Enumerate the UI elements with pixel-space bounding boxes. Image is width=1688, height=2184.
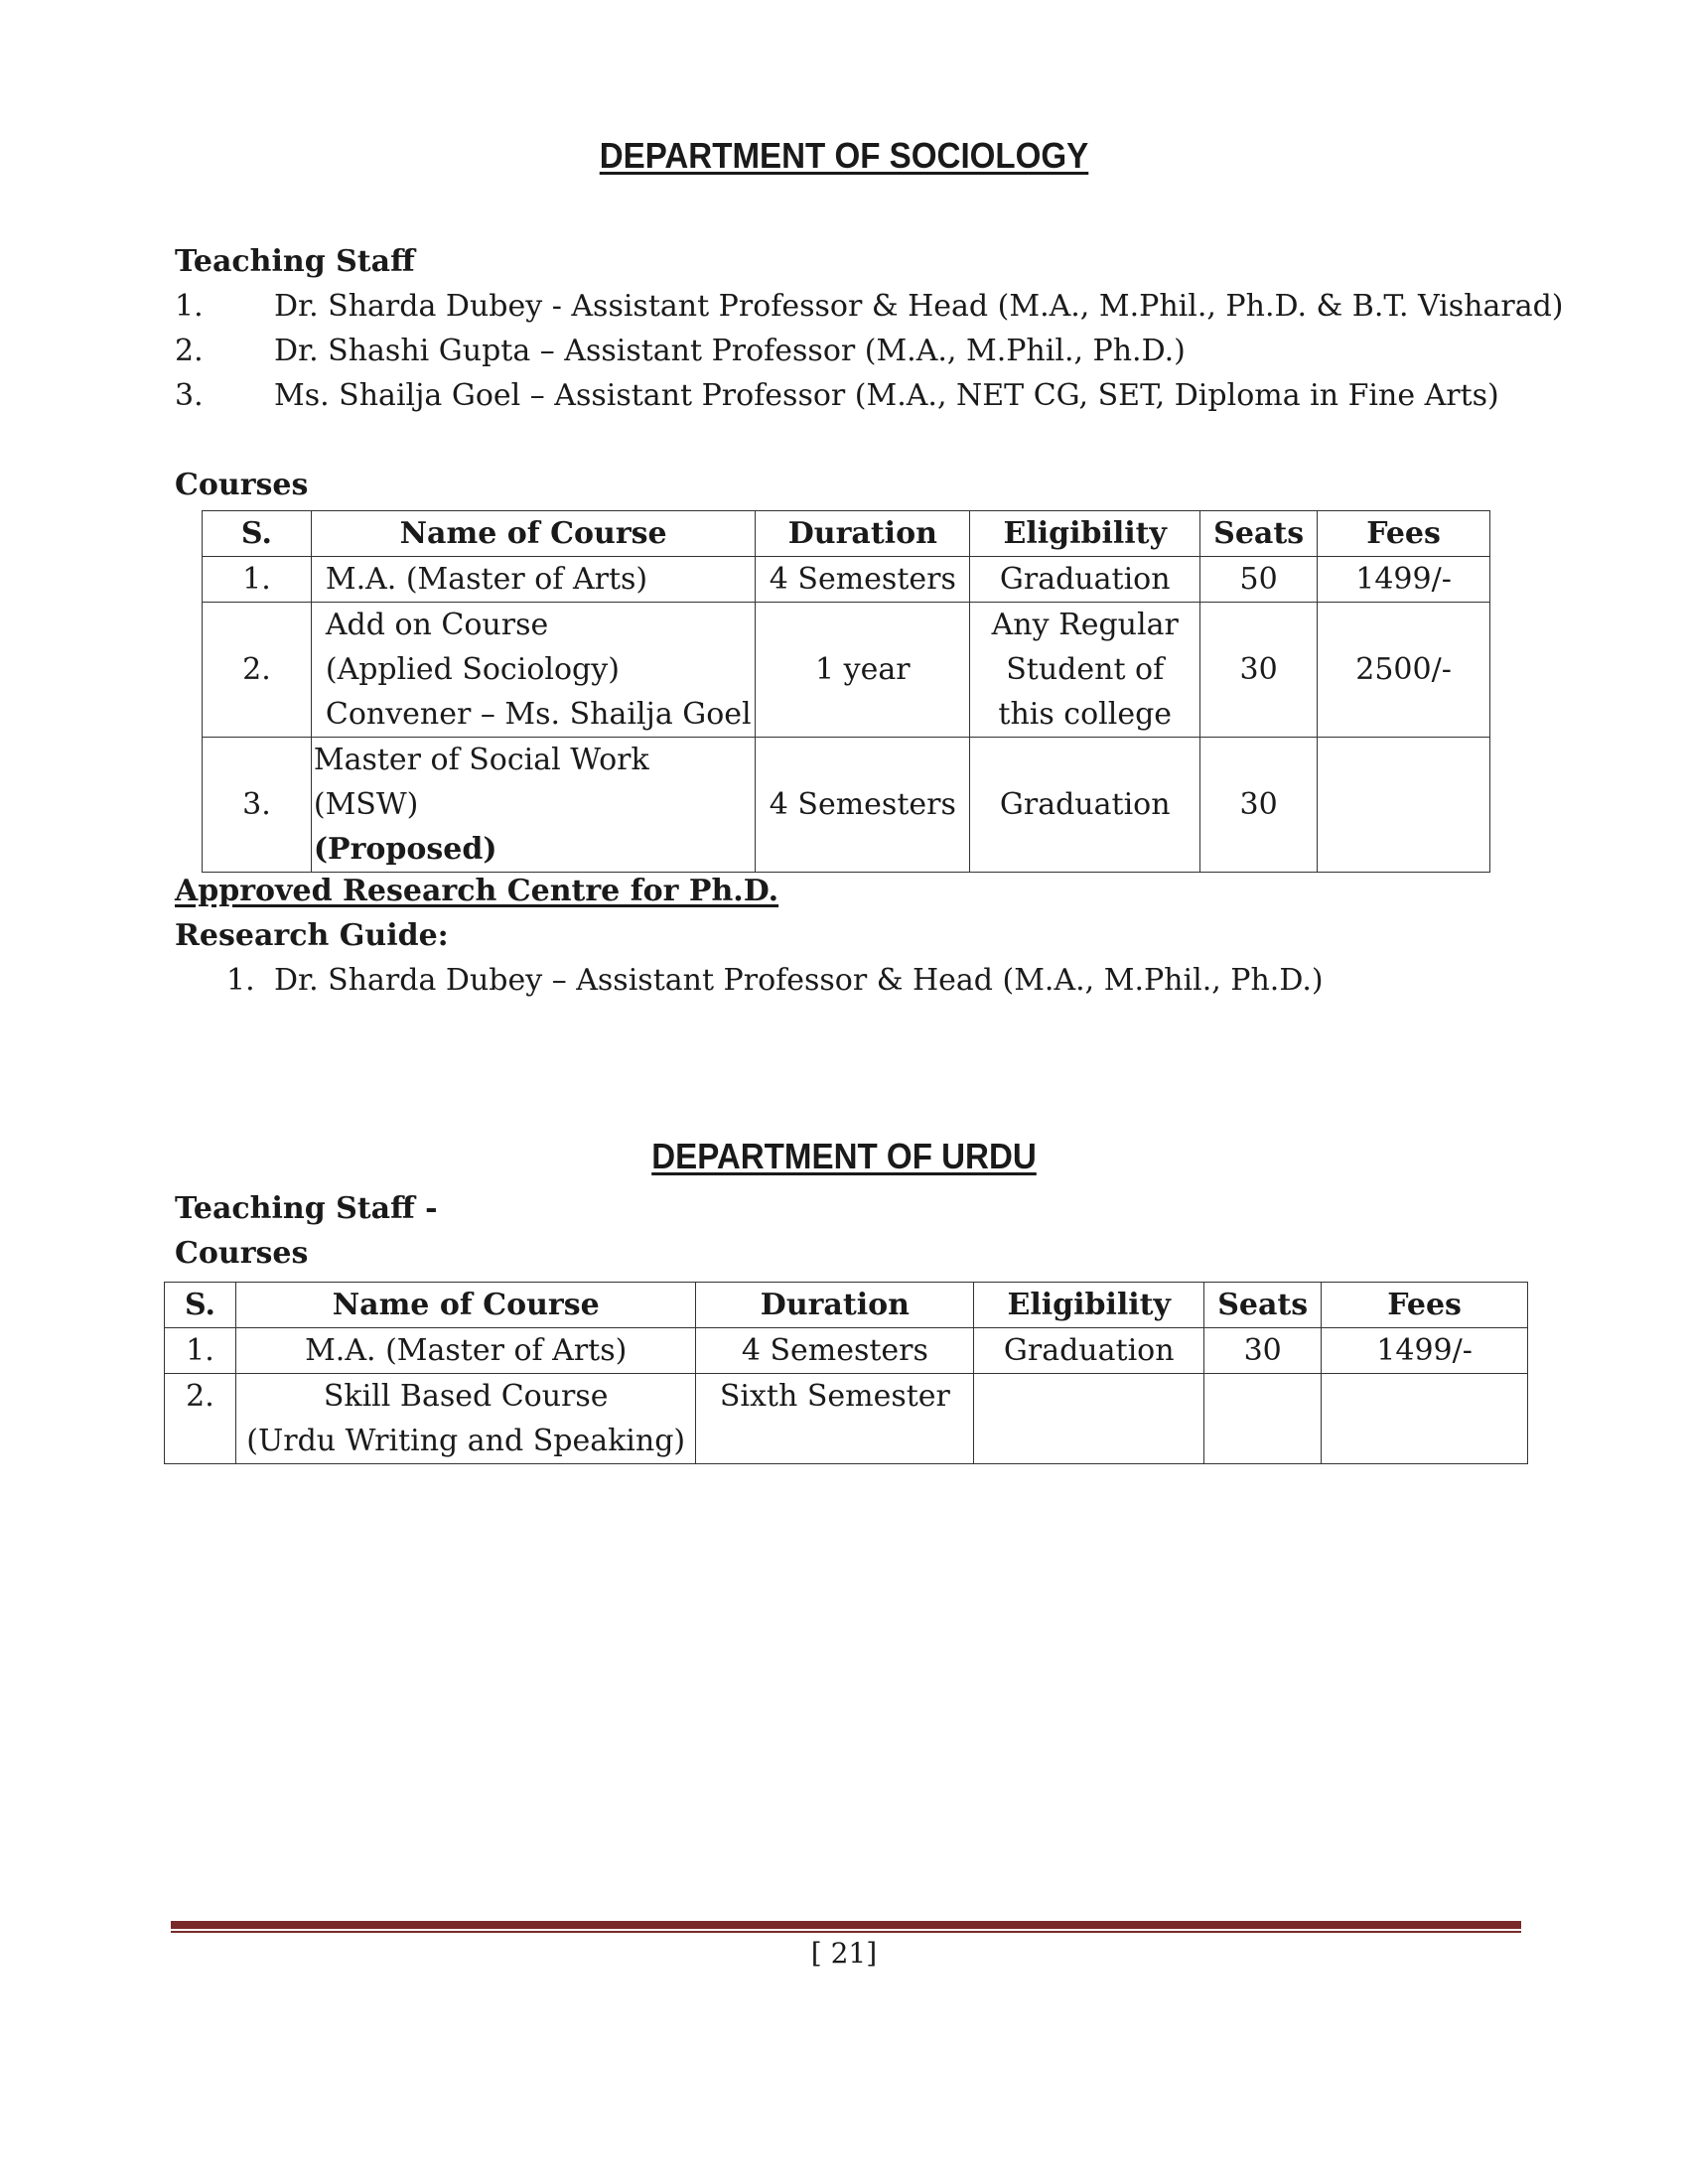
guide-item	[226, 963, 1324, 999]
research-guide-heading: Research Guide:	[175, 918, 449, 953]
cell-fees: 2500/-	[1318, 603, 1490, 738]
cell-name: M.A. (Master of Arts)	[311, 557, 756, 603]
cell-seats: 30	[1204, 1328, 1322, 1374]
cell-s: 3.	[203, 738, 312, 873]
table-header-row	[203, 511, 1490, 557]
header-name: Name of Course	[235, 1283, 696, 1328]
cell-eligibility: Graduation	[970, 557, 1200, 603]
cell-name-line: Convener – Ms. Shailja Goel	[325, 697, 752, 732]
header-duration: Duration	[756, 511, 970, 557]
header-duration: Duration	[696, 1283, 974, 1328]
header-name: Name of Course	[311, 511, 756, 557]
cell-eligibility: Graduation	[974, 1328, 1204, 1374]
table-row	[165, 1328, 1528, 1374]
footer-rule-thick	[171, 1921, 1521, 1929]
staff-text: Ms. Shailja Goel – Assistant Professor (M.A., NET CG, SET, Diploma in Fine Arts)	[274, 378, 1499, 413]
cell-name: M.A. (Master of Arts)	[235, 1328, 696, 1374]
research-centre-heading: Approved Research Centre for Ph.D.	[175, 874, 779, 908]
cell-name	[311, 603, 756, 738]
footer-rule-thin	[171, 1931, 1521, 1933]
cell-name-line: Add on Course	[325, 608, 549, 642]
cell-fees: 1499/-	[1322, 1328, 1528, 1374]
cell-name-line: Master of Social Work (MSW)	[313, 743, 649, 822]
cell-eligibility-line: Student of	[1006, 652, 1165, 687]
cell-fees	[1322, 1374, 1528, 1464]
cell-duration: Sixth Semester	[696, 1374, 974, 1464]
urdu-staff-heading: Teaching Staff -	[175, 1191, 438, 1226]
staff-number: 1.	[175, 289, 204, 324]
urdu-title: DEPARTMENT OF URDU	[651, 1136, 1037, 1176]
cell-duration: 4 Semesters	[756, 557, 970, 603]
cell-seats: 30	[1200, 603, 1318, 738]
cell-eligibility	[974, 1374, 1204, 1464]
cell-seats: 50	[1200, 557, 1318, 603]
header-eligibility: Eligibility	[974, 1283, 1204, 1328]
cell-name	[235, 1374, 696, 1464]
cell-s: 2.	[165, 1374, 236, 1464]
table-row	[203, 603, 1490, 738]
cell-eligibility	[970, 603, 1200, 738]
staff-text: Dr. Shashi Gupta – Assistant Professor (M.A., M.Phil., Ph.D.)	[274, 334, 1186, 368]
cell-duration: 4 Semesters	[756, 738, 970, 873]
table-header-row	[165, 1283, 1528, 1328]
cell-duration: 1 year	[756, 603, 970, 738]
sociology-courses-heading: Courses	[175, 468, 309, 502]
staff-item	[175, 378, 1499, 414]
table-row	[203, 557, 1490, 603]
guide-number: 1.	[226, 963, 255, 998]
cell-eligibility-line: Any Regular	[991, 608, 1179, 642]
table-row	[165, 1374, 1528, 1464]
sociology-courses-table	[202, 510, 1490, 873]
header-seats: Seats	[1200, 511, 1318, 557]
cell-s: 1.	[203, 557, 312, 603]
cell-s: 1.	[165, 1328, 236, 1374]
sociology-staff-heading: Teaching Staff	[175, 244, 415, 279]
header-s: S.	[203, 511, 312, 557]
table-row	[203, 738, 1490, 873]
cell-seats: 30	[1200, 738, 1318, 873]
header-fees: Fees	[1322, 1283, 1528, 1328]
cell-name	[311, 738, 756, 873]
staff-item	[175, 289, 1564, 325]
cell-name-line: Skill Based Course	[323, 1379, 609, 1414]
cell-seats	[1204, 1374, 1322, 1464]
cell-fees: 1499/-	[1318, 557, 1490, 603]
header-eligibility: Eligibility	[970, 511, 1200, 557]
cell-name-proposed: (Proposed)	[313, 832, 497, 867]
staff-item	[175, 334, 1186, 369]
cell-fees	[1318, 738, 1490, 873]
staff-text: Dr. Sharda Dubey - Assistant Professor & Head (M.A., M.Phil., Ph.D. & B.T. Visharad)	[274, 289, 1564, 324]
urdu-courses-heading: Courses	[175, 1236, 309, 1271]
staff-number: 3.	[175, 378, 204, 413]
page-number: [ 21]	[810, 1937, 878, 1970]
staff-number: 2.	[175, 334, 204, 368]
cell-eligibility: Graduation	[970, 738, 1200, 873]
urdu-courses-table	[164, 1282, 1528, 1464]
header-s: S.	[165, 1283, 236, 1328]
cell-name-line: (Applied Sociology)	[325, 652, 620, 687]
sociology-title: DEPARTMENT OF SOCIOLOGY	[599, 135, 1089, 176]
cell-s: 2.	[203, 603, 312, 738]
cell-name-line: (Urdu Writing and Speaking)	[246, 1424, 686, 1458]
guide-text: Dr. Sharda Dubey – Assistant Professor & Head (M.A., M.Phil., Ph.D.)	[274, 963, 1324, 998]
cell-duration: 4 Semesters	[696, 1328, 974, 1374]
header-fees: Fees	[1318, 511, 1490, 557]
header-seats: Seats	[1204, 1283, 1322, 1328]
cell-eligibility-line: this college	[998, 697, 1173, 732]
